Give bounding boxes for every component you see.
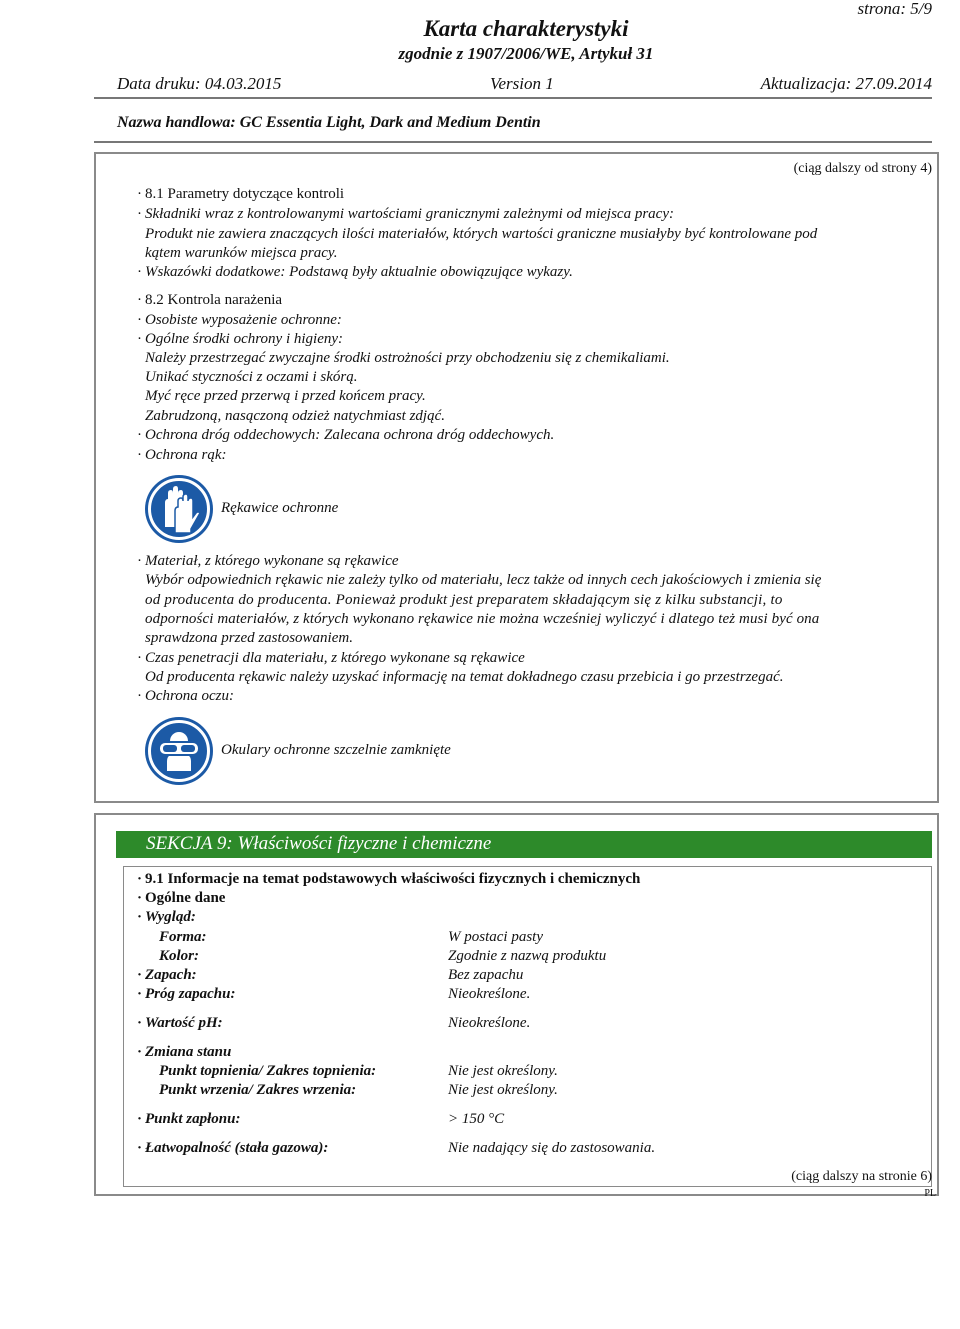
penetration-label: · Czas penetracji dla materiału, z którego wykonane są rękawice — [137, 650, 525, 666]
version: Version 1 — [490, 74, 554, 93]
glove-material-label: · Materiał, z którego wykonane są rękawice — [137, 553, 399, 569]
penetration-text: Od producenta rękawic należy uzyskać informację na temat dokładnego czasu przebicia i go przestrzegać. — [145, 669, 784, 685]
form-label: Forma: — [159, 929, 207, 945]
boiling-value: Nie jest określony. — [448, 1082, 558, 1098]
goggles-pictogram-icon — [145, 717, 213, 785]
odour-value: Bez zapachu — [448, 967, 524, 983]
eye-protection-label: · Ochrona oczu: — [137, 688, 235, 704]
color-value: Zgodnie z nazwą produktu — [448, 948, 607, 964]
gloves-caption: Rękawice ochronne — [221, 500, 339, 516]
s82-heading: · 8.2 Kontrola narażenia — [137, 292, 283, 308]
odour-label: · Zapach: — [137, 967, 197, 983]
glove-material-line: od producenta do producenta. Ponieważ produkt jest preparatem składającym się z kilku substancji, to — [145, 592, 783, 608]
trade-name-label: Nazwa handlowa: — [117, 114, 236, 131]
hygiene-line: Myć ręce przed przerwą i przed końcem pracy. — [145, 388, 426, 404]
odour-threshold-value: Nieokreślone. — [448, 986, 531, 1002]
trade-name — [117, 114, 541, 132]
document-subtitle: zgodnie z 1907/2006/WE, Artykuł 31 — [398, 44, 654, 63]
page-number: strona: 5/9 — [857, 0, 932, 18]
flammability-value: Nie nadający się do zastosowania. — [448, 1140, 656, 1156]
components-text-2: kątem warunków miejsca pracy. — [145, 245, 338, 261]
language-code: PL — [924, 1188, 936, 1199]
trade-name-divider — [94, 141, 932, 143]
glove-material-line: sprawdzona przed zastosowaniem. — [145, 630, 353, 646]
state-change-label: · Zmiana stanu — [137, 1044, 232, 1060]
trade-name-value: GC Essentia Light, Dark and Medium Dentin — [239, 114, 541, 131]
hygiene-line: Zabrudzoną, nasączoną odzież natychmiast zdjąć. — [145, 408, 445, 424]
boiling-label: Punkt wrzenia/ Zakres wrzenia: — [159, 1082, 357, 1098]
section9-title: SEKCJA 9: Właściwości fizyczne i chemiczne — [146, 833, 492, 854]
glove-material-line: odporności materiałów, z których wykonano rękawice nie można wcześniej wyliczyć i dlatego też musi być ona — [145, 611, 820, 627]
ph-label: · Wartość pH: — [137, 1015, 223, 1031]
appearance-label: · Wygląd: — [137, 909, 196, 925]
s91-heading: · 9.1 Informacje na temat podstawowych właściwości fizycznych i chemicznych — [137, 871, 641, 887]
goggles-caption: Okulary ochronne szczelnie zamknięte — [221, 742, 451, 758]
melting-label: Punkt topnienia/ Zakres topnienia: — [159, 1063, 377, 1079]
hygiene-label: · Ogólne środki ochrony i higieny: — [137, 331, 344, 347]
additional-notes: · Wskazówki dodatkowe: Podstawą były aktualnie obowiązujące wykazy. — [137, 264, 573, 280]
hygiene-line: Należy przestrzegać zwyczajne środki ostrożności przy obchodzeniu się z chemikaliami. — [145, 350, 670, 366]
ppe-label: · Osobiste wyposażenie ochronne: — [137, 312, 342, 328]
melting-value: Nie jest określony. — [448, 1063, 558, 1079]
respiratory-protection: · Ochrona dróg oddechowych: Zalecana ochrona dróg oddechowych. — [137, 427, 555, 443]
flash-point-label: · Punkt zapłonu: — [137, 1111, 241, 1127]
flammability-label: · Łatwopalność (stała gazowa): — [137, 1140, 329, 1156]
ph-value: Nieokreślone. — [448, 1015, 531, 1031]
update-date: Aktualizacja: 27.09.2014 — [760, 74, 932, 93]
general-data: · Ogólne dane — [137, 890, 226, 906]
components-text-1: Produkt nie zawiera znaczących ilości materiałów, których wartości graniczne musiałyby być kontrolowane pod — [145, 226, 818, 242]
hand-protection-label: · Ochrona rąk: — [137, 447, 227, 463]
continued-on: (ciąg dalszy na stronie 6) — [791, 1169, 932, 1184]
flash-point-value: > 150 °C — [448, 1111, 505, 1127]
glove-material-line: Wybór odpowiednich rękawic nie zależy tylko od materiału, lecz także od innych cech jakościowych i zmienia się — [145, 572, 822, 588]
color-label: Kolor: — [159, 948, 200, 964]
components-label: · Składniki wraz z kontrolowanymi wartościami granicznymi zależnymi od miejsca pracy: — [137, 206, 674, 222]
s81-heading: · 8.1 Parametry dotyczące kontroli — [137, 186, 345, 202]
form-value: W postaci pasty — [448, 929, 543, 945]
hygiene-line: Unikać styczności z oczami i skórą. — [145, 369, 358, 385]
odour-threshold-label: · Próg zapachu: — [137, 986, 236, 1002]
gloves-pictogram-icon — [145, 475, 213, 543]
document-title: Karta charakterystyki — [423, 16, 629, 41]
continued-from: (ciąg dalszy od strony 4) — [793, 161, 932, 176]
header-divider — [94, 97, 932, 99]
print-date: Data druku: 04.03.2015 — [117, 74, 282, 93]
